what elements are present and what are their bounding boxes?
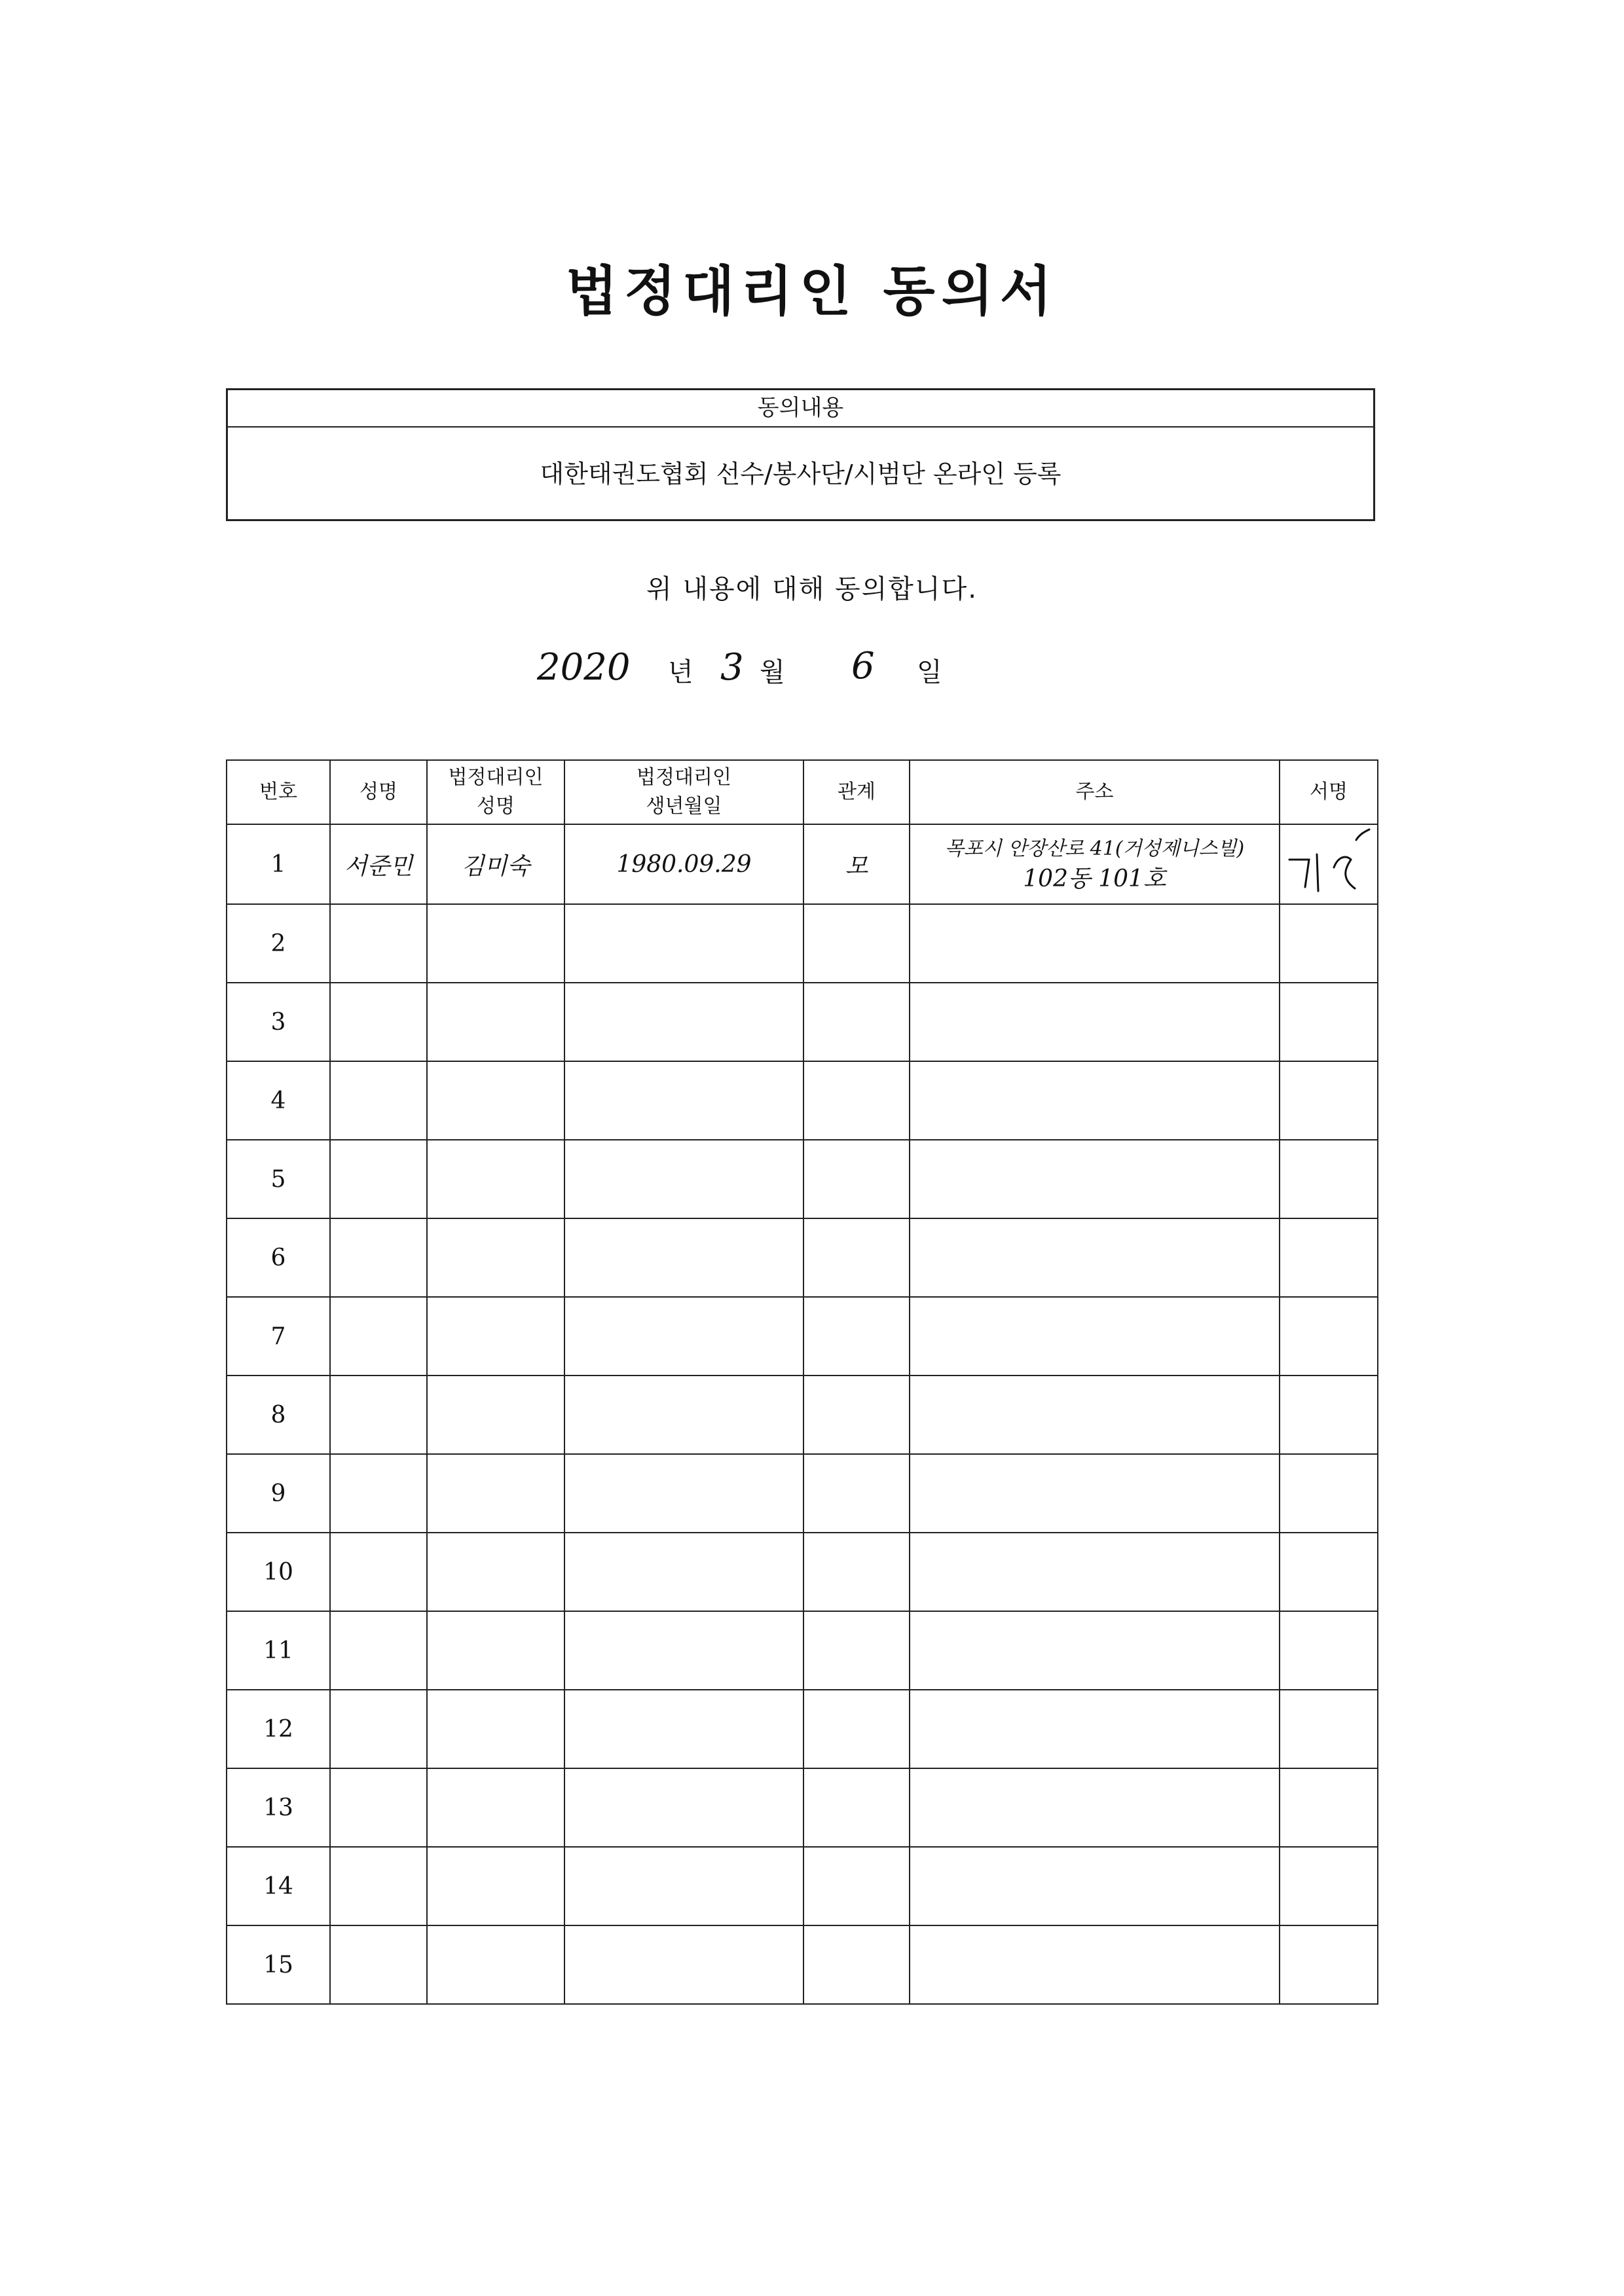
cell-no: 4 [227,1061,330,1140]
document-title: 법정대리인 동의서 [565,261,1059,323]
cell-guardian-birth: 1980.09.29 [564,824,803,904]
table-row [227,1140,1378,1218]
table-row [227,1061,1378,1140]
consent-body: 대한태권도협회 선수/봉사단/시범단 온라인 등록 [540,460,1061,488]
table-row [227,1768,1378,1847]
table-row [227,904,1378,983]
cell-no: 5 [227,1140,330,1218]
table-row [227,1376,1378,1454]
address-line2: 102동 101호 [1023,866,1166,892]
header-guardian-birth-line2: 생년월일 [646,795,722,818]
table-row [227,1533,1378,1611]
cell-no: 6 [227,1218,330,1297]
header-guardian-birth [564,760,803,824]
cell-relation: 모 [803,824,910,904]
cell-no: 1 [227,824,330,904]
cell-no: 9 [227,1454,330,1533]
cell-no: 7 [227,1297,330,1376]
cell-no: 10 [227,1533,330,1611]
header-guardian-name [427,760,564,824]
cell-name: 서준민 [330,824,427,904]
date-month-unit: 월 [760,657,785,687]
header-guardian-name-line2: 성명 [477,795,515,818]
guardian-table [226,759,1378,2005]
cell-no: 2 [227,904,330,983]
table-row [227,1454,1378,1533]
consent-header: 동의내용 [228,390,1373,428]
table-row [227,1690,1378,1768]
cell-signature [1280,824,1378,904]
date-year-unit: 년 [668,657,693,687]
table-row [227,983,1378,1061]
header-guardian-birth-line1: 법정대리인 [637,766,731,789]
header-signature: 서명 [1280,760,1378,824]
table-row [227,1611,1378,1690]
date-year: 2020 [537,646,631,689]
consent-box [226,388,1375,521]
date-month: 3 [720,646,744,689]
cell-address [910,824,1280,904]
table-row [227,1925,1378,2004]
cell-no: 11 [227,1611,330,1690]
date-day: 6 [851,645,875,687]
cell-no: 3 [227,983,330,1061]
table-row [227,1218,1378,1297]
table-row [227,824,1378,904]
cell-no: 8 [227,1376,330,1454]
signature-mark [1283,828,1375,900]
header-name: 성명 [330,760,427,824]
date-day-unit: 일 [917,657,942,687]
table-row [227,1847,1378,1925]
agreement-statement: 위 내용에 대해 동의합니다. [646,574,978,604]
cell-no: 15 [227,1925,330,2004]
cell-no: 13 [227,1768,330,1847]
cell-guardian-name: 김미숙 [427,824,564,904]
cell-no: 12 [227,1690,330,1768]
header-relation: 관계 [803,760,910,824]
header-guardian-name-line1: 법정대리인 [448,766,544,789]
address-line1: 목포시 안장산로 41(거성제니스빌) [944,837,1245,860]
header-address: 주소 [910,760,1280,824]
header-no: 번호 [227,760,330,824]
table-row [227,1297,1378,1376]
cell-no: 14 [227,1847,330,1925]
table-header-row [227,760,1378,824]
